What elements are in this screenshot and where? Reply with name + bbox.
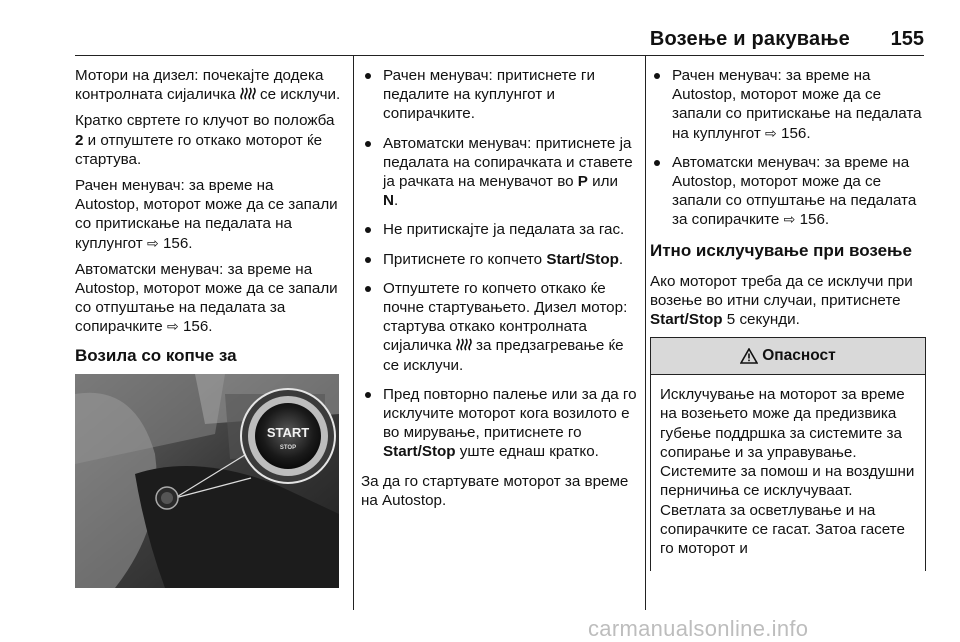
- warning-box: [650, 337, 926, 571]
- dashboard-photo: [75, 374, 339, 588]
- section-heading: Итно исклучување при возење: [650, 240, 912, 260]
- reference-arrow-icon: ⇨: [166, 318, 179, 335]
- warning-text: Исклучување на моторот за време на возењето може да предизвика губење поддршка за системите за сопирање и за управување. Системите за помош и на воздушни перничиња се исклучуваат. Светлата за осветлување и на сопирачките се гасат. Затоа гасете го моторот и: [660, 386, 915, 558]
- stop-label: STOP: [279, 445, 297, 451]
- column-1: [75, 66, 341, 399]
- page-reference-link[interactable]: 156.: [182, 318, 213, 336]
- list-item: Пред повторно палење или за да го исклучите моторот кога возилото е во мирување, притиснете го Start/Stop уште еднаш кратко.: [361, 385, 637, 462]
- warning-title: Опасност: [762, 347, 836, 364]
- paragraph: Мотори на дизел: почекајте додека контролната сијаличка се исклучи.: [75, 67, 341, 104]
- section-heading: Возила со копче за: [75, 345, 237, 365]
- watermark: carmanualsonline.info: [588, 616, 809, 641]
- paragraph: Кратко свртете го клучот во положба 2 и отпуштете го откако моторот ќе стартува.: [75, 112, 335, 168]
- reference-arrow-icon: ⇨: [146, 234, 159, 251]
- list-item: Автоматски менувач: за време на Autostop, моторот може да се запали со отпуштање на педалата за сопирачките ⇨ 156.: [650, 153, 926, 230]
- page-reference-link[interactable]: 156.: [781, 124, 811, 142]
- glow-plug-icon: [240, 87, 256, 100]
- glow-plug-icon: [456, 338, 472, 351]
- start-label: START: [266, 425, 310, 440]
- column-3: [650, 66, 926, 336]
- column-2: [361, 66, 637, 517]
- header-divider: [75, 55, 924, 56]
- paragraph: Ако моторот треба да се исклучи при возење во итни случаи, притиснете Start/Stop 5 секунди.: [650, 272, 913, 329]
- list-item: Рачен менувач: за време на Autostop, моторот може да се запали со притискање на педалата на куплунгот ⇨ 156.: [650, 66, 926, 143]
- paragraph: Рачен менувач: за време на Autostop, моторот може да се запали со притискање на педалата на куплунгот ⇨ 156.: [75, 177, 338, 252]
- list-item: Автоматски менувач: притиснете ја педалата на сопирачката и ставете ја рачката на менувачот во P или N.: [361, 134, 637, 211]
- page-reference-link[interactable]: 156.: [162, 234, 193, 252]
- list-item: Рачен менувач: притиснете ги педалите на куплунгот и сопирачките.: [361, 66, 637, 124]
- section-title: Возење и ракување: [649, 28, 850, 50]
- list-item: Отпуштете го копчето откако ќе почне стартувањето. Дизел мотор: стартува откако контролната сијаличка за предзагревање ќе се исклучи.: [361, 279, 637, 375]
- column-divider-2: [645, 56, 646, 610]
- list-item: Не притискајте ја педалата за гас.: [361, 220, 637, 239]
- column-divider-1: [353, 56, 354, 610]
- page-header: [0, 0, 960, 56]
- reference-arrow-icon: ⇨: [765, 124, 777, 141]
- warning-header: [651, 338, 925, 375]
- page-reference-link[interactable]: 156.: [799, 211, 830, 229]
- paragraph: Автоматски менувач: за време на Autostop, моторот може да се запали со отпуштање на педалата за сопирачките ⇨ 156.: [75, 260, 338, 336]
- start-stop-button-illustration: [75, 374, 339, 588]
- page-number: 155: [890, 28, 924, 50]
- warning-triangle-icon: [740, 348, 758, 364]
- list-item: Притиснете го копчето Start/Stop.: [361, 250, 637, 269]
- reference-arrow-icon: ⇨: [783, 211, 796, 228]
- paragraph: За да го стартувате моторот за време на Autostop.: [361, 472, 629, 509]
